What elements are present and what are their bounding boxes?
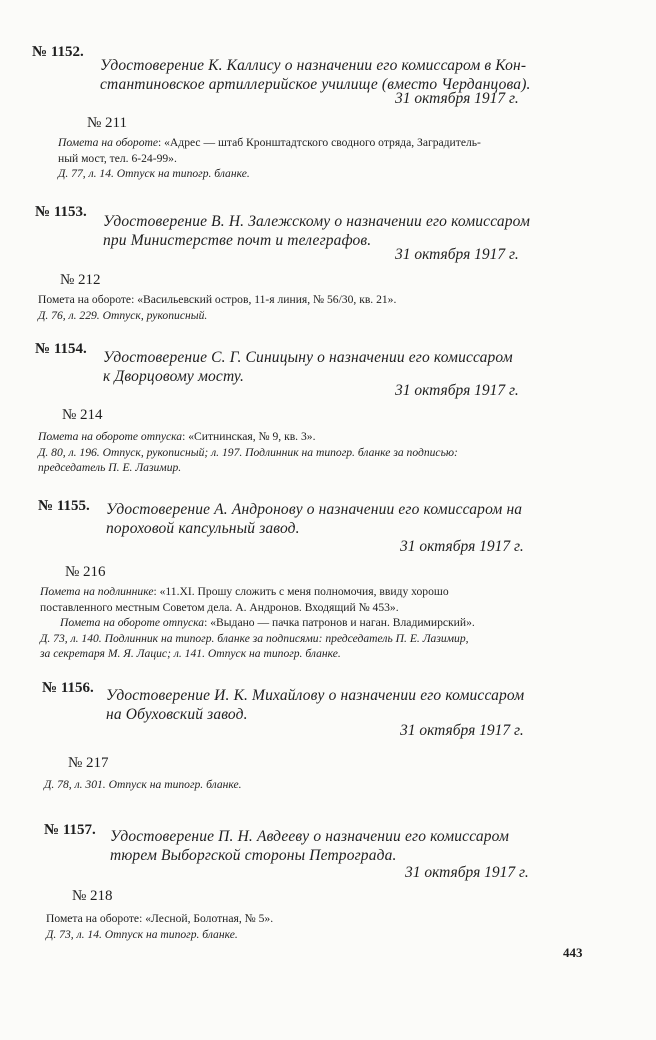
document-notes xyxy=(38,292,598,323)
document-date: 31 октября 1917 г. xyxy=(400,538,524,555)
document-title: Удостоверение И. К. Михайлову о назначении его комиссаром на Обуховский завод. xyxy=(106,687,525,723)
archive-reference: Д. 77, л. 14. Отпуск на типогр. бланке. xyxy=(58,167,250,180)
note-label: Помета на обороте xyxy=(58,136,159,149)
document-notes xyxy=(58,135,618,182)
archive-reference: Д. 73, л. 140. Подлинник на типогр. бланке за подписями: председатель П. Е. Лазимир, за секретаря М. Я. Лацис; л. 141. Отпуск на типогр. бланке. xyxy=(40,631,469,660)
document-number: № 1157. xyxy=(44,822,96,838)
document-date: 31 октября 1917 г. xyxy=(400,722,524,739)
note xyxy=(40,615,620,631)
note xyxy=(40,584,620,615)
archive-reference: Д. 76, л. 229. Отпуск, рукописный. xyxy=(38,308,208,322)
note-text: Помета на обороте: «Лесной, Болотная, № 5». xyxy=(46,912,274,925)
document-date: 31 октября 1917 г. xyxy=(395,246,519,263)
document-title: Удостоверение А. Андронову о назначении его комиссаром на пороховой капсульный завод. xyxy=(106,501,523,537)
note xyxy=(58,135,618,166)
note xyxy=(38,429,598,445)
archive-reference: Д. 73, л. 14. Отпуск на типогр. бланке. xyxy=(46,927,238,941)
document-number: № 1155. xyxy=(38,498,90,514)
document-title: Удостоверение П. Н. Авдееву о назначении его комиссаром тюрем Выборгской стороны Петрограда. xyxy=(110,828,509,864)
inner-number: № 214 xyxy=(62,407,103,423)
note-text: : «11.XI. Прошу сложить с меня полномочия, ввиду хорошо поставленного местным Советом дела. А. Андронов. Входящий № 453». xyxy=(40,585,449,614)
document-title: Удостоверение К. Каллису о назначении его комиссаром в Кон- стантиновское артиллерийское училище (вместо Черданцова). xyxy=(100,57,531,93)
document-notes xyxy=(44,777,604,793)
document-notes xyxy=(46,911,606,942)
note-text: : «Выдано — пачка патронов и наган. Владимирский». xyxy=(204,616,475,629)
document-notes xyxy=(38,429,598,476)
inner-number: № 216 xyxy=(65,564,106,580)
document-number: № 1153. xyxy=(35,204,87,220)
archive-reference: Д. 80, л. 196. Отпуск, рукописный; л. 197. Подлинник на типогр. бланке за подписью: председатель П. Е. Лазимир. xyxy=(38,445,458,474)
inner-number: № 218 xyxy=(72,888,113,904)
note-text: : «Ситнинская, № 9, кв. 3». xyxy=(182,430,316,443)
document-notes xyxy=(40,584,620,662)
document-date: 31 октября 1917 г. xyxy=(395,90,519,107)
note-label: Помета на обороте отпуска xyxy=(60,616,205,629)
document-title: Удостоверение В. Н. Залежскому о назначении его комиссаром при Министерстве почт и телеграфов. xyxy=(103,213,530,249)
inner-number: № 212 xyxy=(60,272,101,288)
document-date: 31 октября 1917 г. xyxy=(395,382,519,399)
document-title: Удостоверение С. Г. Синицыну о назначении его комиссаром к Дворцовому мосту. xyxy=(103,349,513,385)
document-date: 31 октября 1917 г. xyxy=(405,864,529,881)
note-text: Помета на обороте: «Васильевский остров, 11-я линия, № 56/30, кв. 21». xyxy=(38,293,397,306)
inner-number: № 217 xyxy=(68,755,109,771)
note-text: : «Адрес — штаб Кронштадтского сводного отряда, Заградитель- ный мост, тел. 6-24-99». xyxy=(58,136,481,165)
note-label: Помета на подлиннике xyxy=(40,585,154,598)
inner-number: № 211 xyxy=(87,115,128,131)
document-number: № 1152. xyxy=(32,44,84,60)
document-number: № 1154. xyxy=(35,341,87,357)
archive-reference: Д. 78, л. 301. Отпуск на типогр. бланке. xyxy=(44,778,242,791)
page-number: 443 xyxy=(563,945,583,960)
document-number: № 1156. xyxy=(42,680,94,696)
note-label: Помета на обороте отпуска xyxy=(38,430,183,443)
